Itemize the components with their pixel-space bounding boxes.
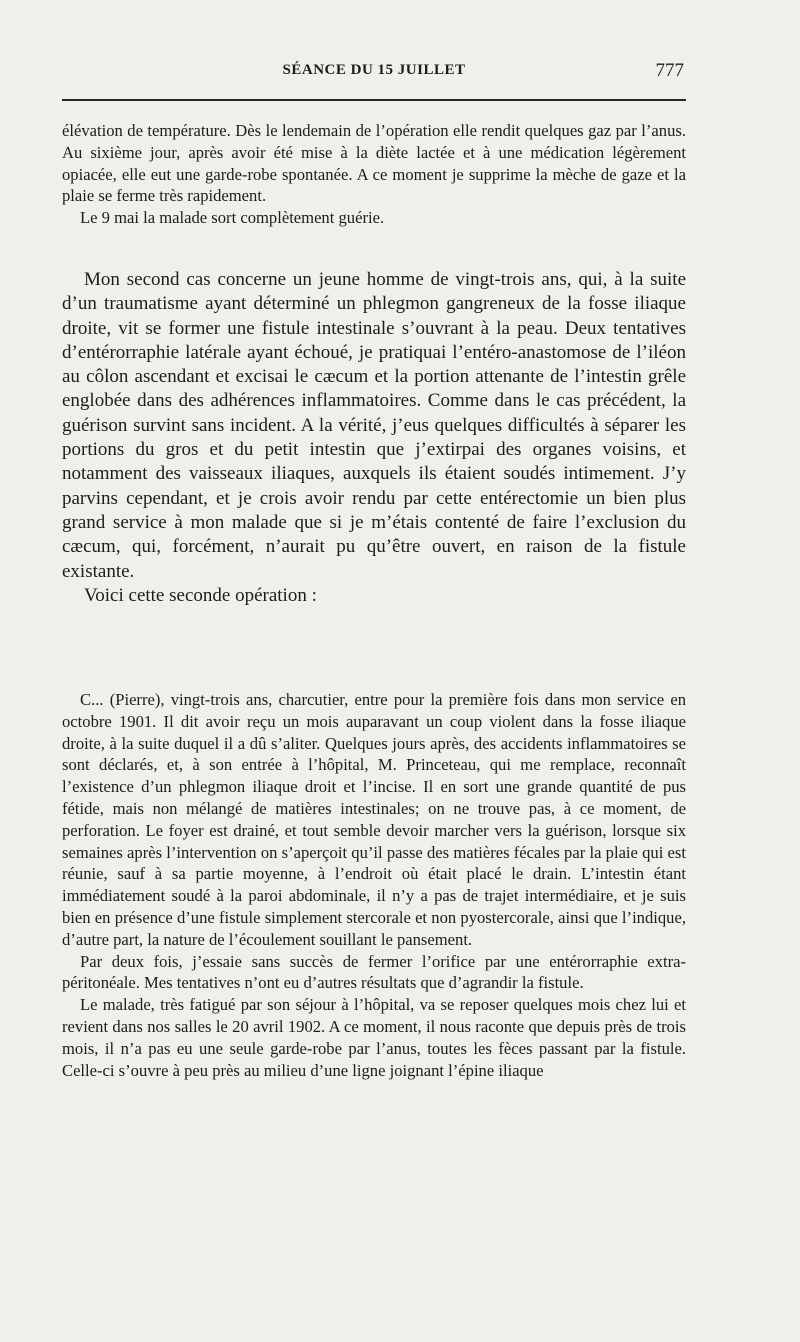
- page-header: [62, 60, 686, 86]
- paragraph-4: Voici cette seconde opération :: [84, 584, 317, 606]
- paragraph-1: élévation de température. Dès le lendemain de l’opération elle rendit quelques gaz par l’anus. Au sixième jour, après avoir été mise à la diète lactée et à une médication légèrement opiacée, elle eut une garde-robe spontanée. A ce moment je supprime la mèche de gaze et la plaie se ferme très rapidement.: [62, 121, 686, 206]
- page-number: 777: [655, 60, 684, 81]
- header-rule: [62, 99, 686, 101]
- paragraph-7: Le malade, très fatigué par son séjour à l’hôpital, va se reposer quelques mois chez lui et revient dans nos salles le 20 avril 1902. A ce moment, il nous raconte que depuis près de trois mois, il n’a pas eu une seule garde-robe par l’anus, toutes les fèces passant par la fistule. Celle-ci s’ouvre à peu près au milieu d’une ligne joignant l’épine iliaque: [62, 995, 686, 1080]
- paragraph-6: Par deux fois, j’essaie sans succès de fermer l’orifice par une entérorraphie extra-péritonéale. Mes tentatives n’ont eu d’autres résultats que d’agrandir la fistule.: [62, 951, 686, 993]
- running-head: SÉANCE DU 15 JUILLET: [282, 62, 466, 78]
- paragraph-5: C... (Pierre), vingt-trois ans, charcutier, entre pour la première fois dans mon service en octobre 1901. Il dit avoir reçu un mois auparavant un coup violent dans la fosse iliaque droite, à la suite duquel il a dû s’aliter. Quelques jours après, des accidents inflammatoires se sont déclarés, et, à son entrée à l’hôpital, M. Princeteau, qui me remplace, reconnaît l’existence d’un phlegmon iliaque droit et l’incise. Il en sort une grande quantité de pus fétide, mais non mélangé de matières intestinales; on ne trouve pas, à ce moment, de perforation. Le foyer est drainé, et tout semble devoir marcher vers la guérison, lorsque six semaines après l’intervention on s’aperçoit qu’il passe des matières fécales par la plaie qui est réunie, sauf à sa partie moyenne, à l’endroit où était placé le drain. L’intestin étant immédiatement soudé à la paroi abdominale, il n’y a pas de trajet intermédiaire, et je suis bien en présence d’une fistule simplement stercorale et non pyostercorale, ainsi que l’indique, d’autre part, la nature de l’écoulement souillant le pansement.: [62, 690, 686, 949]
- section-second-case: [62, 268, 686, 608]
- section-case-report: [62, 689, 686, 1081]
- section-first-case-end: [62, 120, 686, 229]
- paragraph-2: Le 9 mai la malade sort complètement guérie.: [80, 208, 385, 228]
- paragraph-3: Mon second cas concerne un jeune homme de vingt-trois ans, qui, à la suite d’un traumatisme ayant déterminé un phlegmon gangreneux de la fosse iliaque droite, vit se former une fistule intestinale s’ouvrant à la peau. Deux tentatives d’entérorraphie latérale ayant échoué, je pratiquai l’entéro-anastomose de l’iléon au côlon ascendant et excisai le cæcum et la portion attenante de l’intestin grêle englobée dans des adhérences inflammatoires. Comme dans le cas précédent, la guérison survint sans incident. A la vérité, j’eus quelques difficultés à séparer les portions du gros et du petit intestin que j’extirpai des organes voisins, et notamment des vaisseaux iliaques, auxquels ils étaient soudés intimement. J’y parvins cependant, et je crois avoir rendu par cette entérectomie un bien plus grand service à mon malade que si je m’étais contenté de faire l’exclusion du cæcum, qui, forcément, n’aurait pu qu’être ouvert, en raison de la fistule existante.: [62, 269, 686, 582]
